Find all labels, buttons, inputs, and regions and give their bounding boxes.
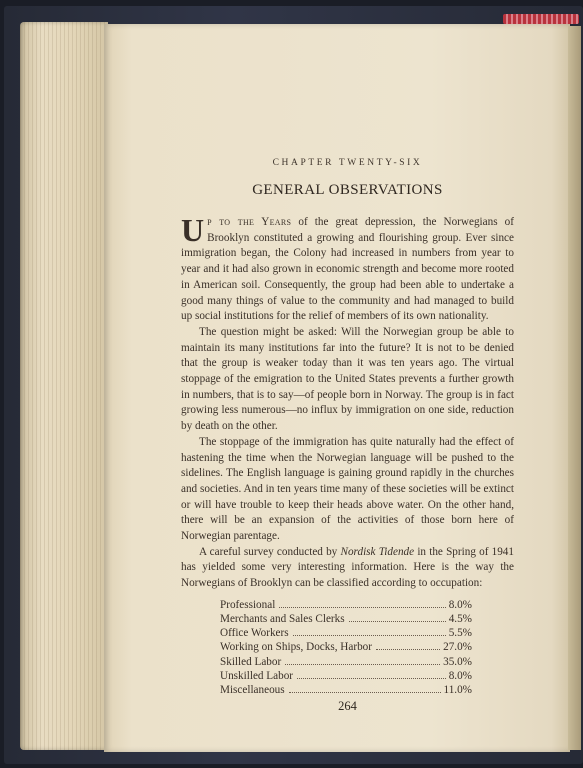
occupation-percent: 4.5%	[448, 613, 472, 626]
chapter-label: CHAPTER TWENTY-SIX	[272, 158, 423, 168]
occupation-percent: 35.0%	[443, 655, 472, 668]
occupation-label: Unskilled Labor	[220, 669, 294, 682]
paragraph-2: The question might be asked: Will the Norwegian group be able to maintain its many institutions far into the future? It is not to be denied that the group is weaker today than it was ten years ago. The virtual stoppage of the emigration to the United States prevents a further growth in numbers, that is to say—of people born in Norway. The group is in fact growing less numerous—no influx by immigration on one side, reduction by death on the other.	[181, 325, 514, 433]
leader-dots	[285, 664, 440, 665]
occupation-label: Miscellaneous	[220, 684, 285, 697]
drop-cap: U	[181, 212, 205, 248]
occupation-row	[220, 669, 472, 683]
leader-dots	[297, 678, 446, 679]
leader-dots	[293, 635, 446, 636]
occupation-row	[220, 598, 472, 612]
small-caps-lead: p to the Years	[207, 216, 292, 228]
leader-dots	[279, 607, 445, 608]
paragraph-4-after: in the Spring of 1941 has yielded some very interesting information. Here is the way the Norwegians of Brooklyn can be classified according to occupation:	[181, 545, 514, 590]
publication-name: Nordisk Tidende	[340, 545, 415, 558]
occupation-percent: 11.0%	[443, 684, 472, 697]
occupation-label: Skilled Labor	[220, 655, 282, 668]
page-number: 264	[338, 699, 357, 714]
paragraph-4-before: A careful survey conducted by	[199, 545, 341, 558]
page-gutter-edge	[568, 26, 581, 750]
occupation-percent: 8.0%	[448, 598, 472, 611]
paragraph-4	[181, 545, 514, 592]
occupation-table	[220, 598, 472, 697]
occupation-label: Working on Ships, Docks, Harbor	[220, 641, 372, 654]
occupation-row	[220, 640, 472, 654]
paragraph-1-text: of the great depression, the Norwegians of Brooklyn constituted a growing and flourishing group. Ever since immigration began, the Colony had increased in numbers from year to year and it had also grown in economic strength and become more rooted in American soil. Consequently, the group had been able to undertake a good many things of value to the community and had managed to build up social institutions for the relief of members of its own nationality.	[181, 216, 514, 323]
occupation-percent: 8.0%	[448, 669, 472, 682]
page-text-block	[181, 158, 514, 714]
paragraph-3: The stoppage of the immigration has quite naturally had the effect of hastening the time when the Norwegian language will be pushed to the sidelines. The English language is gaining ground rapidly in the churches and societies. And in ten years time many of these societies will be extinct or will have trouble to keep their heads above water. On the other hand, there will be an expansion of the activities of those born here of Norwegian parentage.	[181, 435, 514, 543]
leader-dots	[349, 621, 446, 622]
occupation-row	[220, 612, 472, 626]
page-edges	[20, 22, 108, 750]
bookmark-ribbon	[503, 14, 579, 24]
chapter-title: GENERAL OBSERVATIONS	[252, 182, 443, 198]
paragraph-1	[181, 212, 514, 325]
body-text	[181, 212, 514, 592]
occupation-label: Office Workers	[220, 627, 289, 640]
occupation-row	[220, 655, 472, 669]
occupation-percent: 27.0%	[443, 641, 472, 654]
leader-dots	[289, 692, 441, 693]
occupation-label: Merchants and Sales Clerks	[220, 613, 345, 626]
occupation-percent: 5.5%	[448, 627, 472, 640]
occupation-row	[220, 626, 472, 640]
occupation-label: Professional	[220, 598, 276, 611]
occupation-row	[220, 683, 472, 697]
leader-dots	[376, 649, 440, 650]
